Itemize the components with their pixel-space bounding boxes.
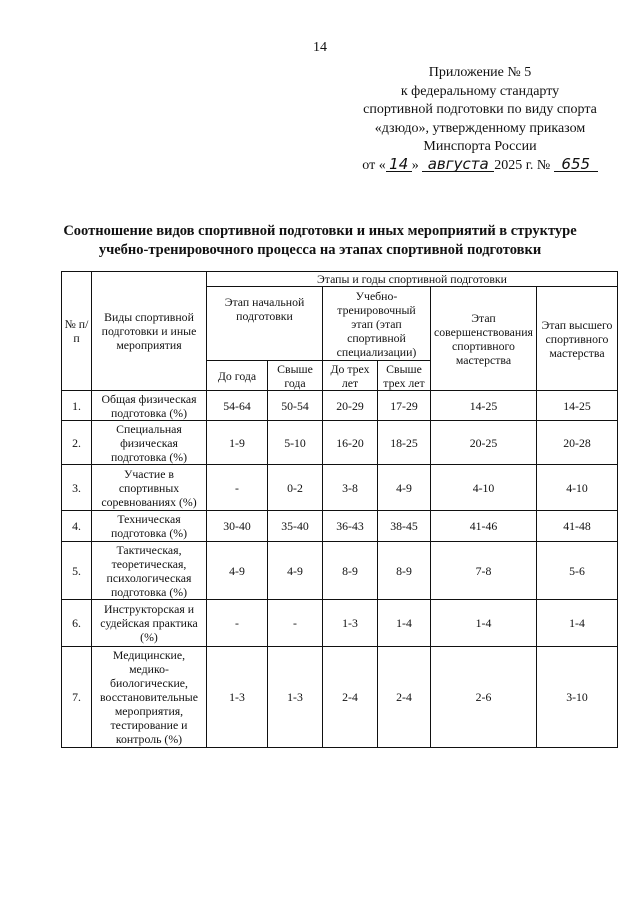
row-kind: Тактическая, теоретическая, психологическая подготовка (%) xyxy=(92,542,207,600)
cell-value: 1-9 xyxy=(207,421,268,465)
appendix-header xyxy=(330,64,630,175)
cell-value: 41-48 xyxy=(537,511,618,542)
cell-value: - xyxy=(207,600,268,647)
cell-value: 17-29 xyxy=(378,391,431,421)
cell-value: 35-40 xyxy=(268,511,323,542)
cell-value: 4-9 xyxy=(268,542,323,600)
cell-value: 36-43 xyxy=(323,511,378,542)
row-kind: Специальная физическая подготовка (%) xyxy=(92,421,207,465)
cell-value: 14-25 xyxy=(431,391,537,421)
cell-value: 1-3 xyxy=(268,647,323,748)
row-kind: Инструкторская и судейская практика (%) xyxy=(92,600,207,647)
header-stages: Этапы и годы спортивной подготовки xyxy=(207,272,618,287)
table-row xyxy=(62,511,618,542)
page-number: 14 xyxy=(313,40,327,55)
cell-value: 16-20 xyxy=(323,421,378,465)
table-row xyxy=(62,421,618,465)
cell-value: 41-46 xyxy=(431,511,537,542)
cell-value: 3-8 xyxy=(323,465,378,511)
row-kind: Общая физическая подготовка (%) xyxy=(92,391,207,421)
header-upto-year: До года xyxy=(207,361,268,391)
cell-value: 4-9 xyxy=(378,465,431,511)
cell-value: - xyxy=(207,465,268,511)
cell-value: - xyxy=(268,600,323,647)
header-upto-three: До трех лет xyxy=(323,361,378,391)
table-row xyxy=(62,465,618,511)
handwritten-month: августа xyxy=(422,157,494,172)
header-stage-higher: Этап высшего спортивного мастерства xyxy=(537,287,618,391)
ratio-table xyxy=(61,271,618,748)
appendix-line: к федеральному стандарту xyxy=(400,83,560,99)
appendix-title: Приложение № 5 xyxy=(428,65,532,80)
appendix-line: «дзюдо», утвержденному приказом xyxy=(374,120,586,136)
cell-value: 1-3 xyxy=(207,647,268,748)
table-row xyxy=(62,600,618,647)
cell-value: 54-64 xyxy=(207,391,268,421)
header-stage-training: Учебно-тренировочный этап (этап спортивной специализации) xyxy=(323,287,431,361)
row-num: 2. xyxy=(62,421,92,465)
cell-value: 0-2 xyxy=(268,465,323,511)
header-kind: Виды спортивной подготовки и иные мероприятия xyxy=(92,272,207,391)
handwritten-day: 14 xyxy=(386,157,412,172)
cell-value: 4-9 xyxy=(207,542,268,600)
header-stage-initial: Этап начальной подготовки xyxy=(207,287,323,361)
cell-value: 20-29 xyxy=(323,391,378,421)
row-kind: Техническая подготовка (%) xyxy=(92,511,207,542)
cell-value: 1-4 xyxy=(378,600,431,647)
cell-value: 3-10 xyxy=(537,647,618,748)
header-over-year: Свыше года xyxy=(268,361,323,391)
cell-value: 1-4 xyxy=(431,600,537,647)
cell-value: 1-3 xyxy=(323,600,378,647)
cell-value: 38-45 xyxy=(378,511,431,542)
row-kind: Медицинские, медико-биологические, восстановительные мероприятия, тестирование и контроль (%) xyxy=(92,647,207,748)
cell-value: 5-6 xyxy=(537,542,618,600)
handwritten-order-number: 655 xyxy=(554,157,598,172)
cell-value: 8-9 xyxy=(378,542,431,600)
cell-value: 4-10 xyxy=(431,465,537,511)
cell-value: 50-54 xyxy=(268,391,323,421)
row-num: 1. xyxy=(62,391,92,421)
row-num: 6. xyxy=(62,600,92,647)
row-num: 3. xyxy=(62,465,92,511)
cell-value: 1-4 xyxy=(537,600,618,647)
cell-value: 2-6 xyxy=(431,647,537,748)
cell-value: 20-25 xyxy=(431,421,537,465)
cell-value: 2-4 xyxy=(323,647,378,748)
cell-value: 18-25 xyxy=(378,421,431,465)
cell-value: 8-9 xyxy=(323,542,378,600)
cell-value: 20-28 xyxy=(537,421,618,465)
appendix-line: Минспорта России xyxy=(423,139,537,154)
cell-value: 5-10 xyxy=(268,421,323,465)
header-num: № п/п xyxy=(62,272,92,391)
table-row xyxy=(62,391,618,421)
row-num: 5. xyxy=(62,542,92,600)
cell-value: 4-10 xyxy=(537,465,618,511)
row-kind: Участие в спортивных соревнованиях (%) xyxy=(92,465,207,511)
cell-value: 14-25 xyxy=(537,391,618,421)
header-over-three: Свыше трех лет xyxy=(378,361,431,391)
table-row xyxy=(62,542,618,600)
cell-value: 30-40 xyxy=(207,511,268,542)
appendix-date-line: от « 14 » августа 2025 г. № 655 xyxy=(330,157,630,176)
document-title: Соотношение видов спортивной подготовки и иных мероприятий в структуре учебно-тренировочного процесса на этапах спортивной подготовки xyxy=(63,223,577,258)
appendix-line: спортивной подготовки по виду спорта xyxy=(363,102,597,117)
cell-value: 7-8 xyxy=(431,542,537,600)
row-num: 7. xyxy=(62,647,92,748)
table-row xyxy=(62,647,618,748)
row-num: 4. xyxy=(62,511,92,542)
cell-value: 2-4 xyxy=(378,647,431,748)
header-stage-improvement: Этап совершенствования спортивного мастерства xyxy=(431,287,537,391)
